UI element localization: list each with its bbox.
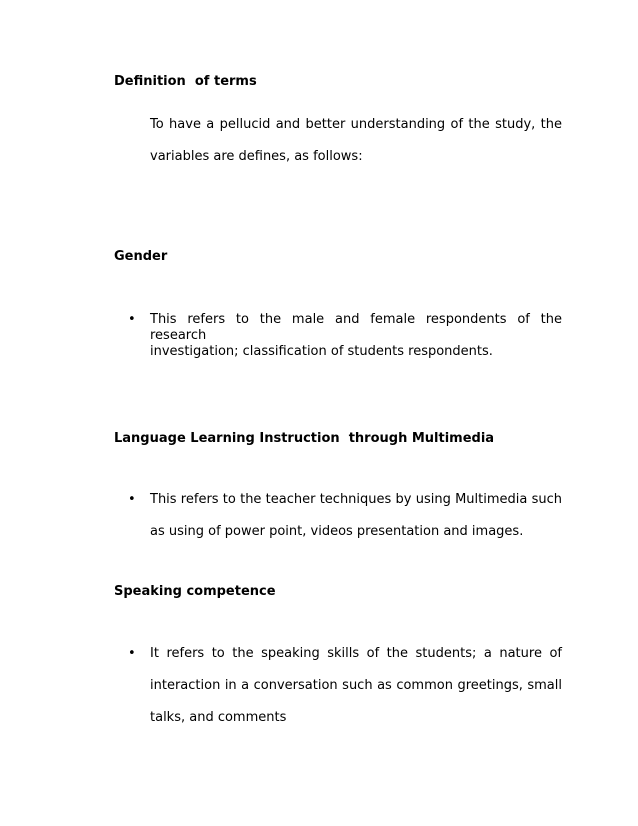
term-heading-gender: Gender xyxy=(114,249,168,264)
definition-line: This refers to the male and female respondents of the research xyxy=(150,312,562,343)
section-title: Definition of terms xyxy=(114,74,257,89)
definition-line: This refers to the teacher techniques by using Multimedia such xyxy=(150,492,562,507)
definition-line: as using of power point, videos presentation and images. xyxy=(150,524,524,539)
bullet-icon: • xyxy=(128,492,136,507)
definition-line: interaction in a conversation such as common greetings, small xyxy=(150,678,562,693)
term-heading-speaking: Speaking competence xyxy=(114,584,276,599)
bullet-icon: • xyxy=(128,646,136,661)
definition-line: talks, and comments xyxy=(150,710,287,725)
term-definition-multimedia xyxy=(150,492,562,556)
intro-line-1: To have a pellucid and better understanding of the study, the xyxy=(150,117,562,132)
definition-line: It refers to the speaking skills of the students; a nature of xyxy=(150,646,562,661)
term-heading-multimedia: Language Learning Instruction through Multimedia xyxy=(114,431,495,446)
bullet-icon: • xyxy=(128,312,136,327)
intro-line-2: variables are defines, as follows: xyxy=(150,149,363,164)
term-definition-gender xyxy=(150,312,562,376)
term-definition-speaking xyxy=(150,646,562,742)
definition-line: investigation; classification of students respondents. xyxy=(150,344,493,359)
intro-paragraph xyxy=(150,117,562,181)
